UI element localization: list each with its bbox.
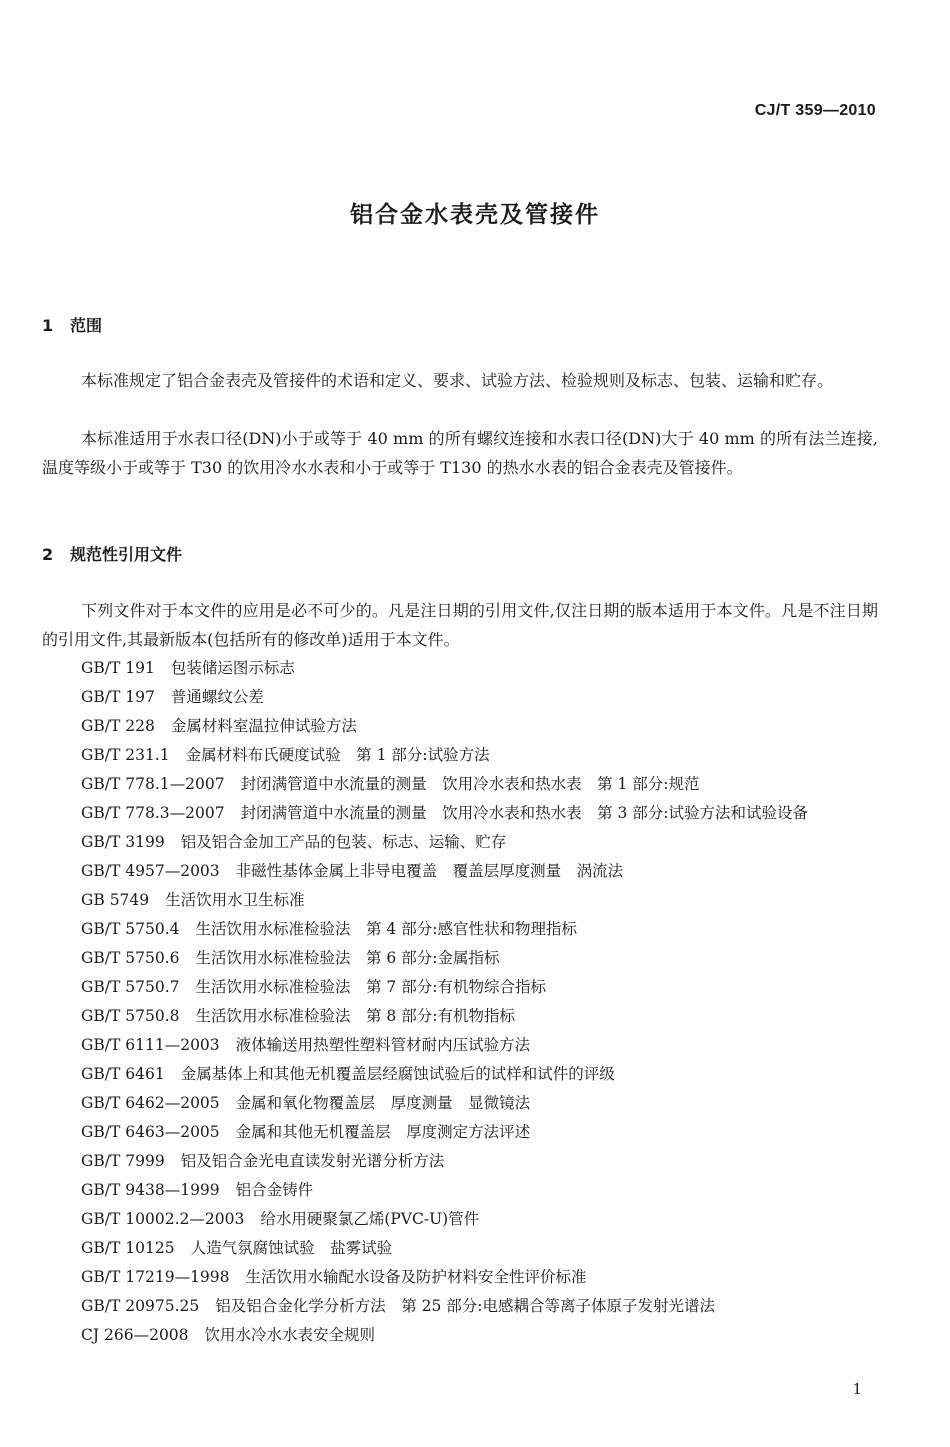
reference-title: 封闭满管道中水流量的测量 饮用冷水表和热水表 第 1 部分:规范 (240, 775, 700, 793)
reference-title: 金属材料室温拉伸试验方法 (170, 717, 357, 735)
reference-code: GB/T 17219—1998 (81, 1268, 230, 1286)
reference-title: 铝及铝合金化学分析方法 第 25 部分:电感耦合等离子体原子发射光谱法 (215, 1297, 716, 1315)
reference-code: GB/T 5750.4 (81, 920, 180, 938)
section-title: 范围 (70, 316, 103, 335)
reference-title: 非磁性基体金属上非导电覆盖 覆盖层厚度测量 涡流法 (235, 862, 624, 880)
reference-title: 饮用水冷水水表安全规则 (204, 1326, 376, 1344)
reference-title: 铝及铝合金加工产品的包装、标志、运输、贮存 (180, 833, 507, 851)
reference-title: 金属和氧化物覆盖层 厚度测量 显微镜法 (235, 1094, 531, 1112)
standard-code: CJ/T 359—2010 (754, 102, 876, 119)
references-intro-paragraph: 下列文件对于本文件的应用是必不可少的。凡是注日期的引用文件,仅注日期的版本适用于本文件。凡是不注日期的引用文件,其最新版本(包括所有的修改单)适用于本文件。 (42, 601, 878, 649)
reference-code: GB/T 228 (81, 717, 155, 735)
reference-title: 生活饮用水标准检验法 第 7 部分:有机物综合指标 (195, 978, 546, 996)
reference-item (42, 1321, 882, 1350)
page-number: 1 (852, 1380, 862, 1398)
reference-code: GB/T 6461 (81, 1065, 165, 1083)
reference-title: 金属材料布氏硬度试验 第 1 部分:试验方法 (185, 746, 490, 764)
reference-item (42, 683, 882, 712)
reference-code: GB/T 5750.8 (81, 1007, 180, 1025)
reference-title: 人造气氛腐蚀试验 盐雾试验 (190, 1239, 393, 1257)
reference-title: 生活饮用水标准检验法 第 6 部分:金属指标 (195, 949, 500, 967)
reference-item (42, 1060, 882, 1089)
section-title: 规范性引用文件 (70, 545, 183, 564)
reference-code: GB/T 3199 (81, 833, 165, 851)
reference-code: GB/T 6111—2003 (81, 1036, 220, 1054)
section-2-heading (42, 542, 182, 565)
scope-paragraph-2: 本标准适用于水表口径(DN)小于或等于 40 mm 的所有螺纹连接和水表口径(DN)大于 40 mm 的所有法兰连接,温度等级小于或等于 T30 的饮用冷水水表和小于或等于 T130 的热水水表的铝合金表壳及管接件。 (42, 429, 878, 477)
reference-code: GB/T 4957—2003 (81, 862, 220, 880)
reference-code: GB 5749 (81, 891, 150, 909)
reference-item (42, 1118, 882, 1147)
reference-item (42, 944, 882, 973)
reference-item (42, 770, 882, 799)
reference-list (42, 654, 882, 1350)
reference-item (42, 1147, 882, 1176)
reference-item (42, 915, 882, 944)
reference-code: GB/T 5750.7 (81, 978, 180, 996)
reference-item (42, 1292, 882, 1321)
reference-item (42, 1234, 882, 1263)
reference-code: GB/T 778.3—2007 (81, 804, 225, 822)
reference-item (42, 799, 882, 828)
reference-title: 生活饮用水输配水设备及防护材料安全性评价标准 (245, 1268, 587, 1286)
reference-item (42, 1031, 882, 1060)
reference-item (42, 857, 882, 886)
section-1-heading (42, 313, 102, 336)
reference-code: GB/T 5750.6 (81, 949, 180, 967)
reference-item (42, 973, 882, 1002)
reference-code: GB/T 778.1—2007 (81, 775, 225, 793)
reference-code: GB/T 10002.2—2003 (81, 1210, 245, 1228)
reference-code: GB/T 7999 (81, 1152, 165, 1170)
reference-item (42, 1263, 882, 1292)
reference-title: 普通螺纹公差 (170, 688, 264, 706)
reference-code: GB/T 20975.25 (81, 1297, 200, 1315)
reference-code: GB/T 191 (81, 659, 155, 677)
reference-code: GB/T 6463—2005 (81, 1123, 220, 1141)
reference-code: GB/T 231.1 (81, 746, 170, 764)
reference-item (42, 886, 882, 915)
reference-item (42, 1002, 882, 1031)
reference-title: 液体输送用热塑性塑料管材耐内压试验方法 (235, 1036, 531, 1054)
reference-title: 金属基体上和其他无机覆盖层经腐蚀试验后的试样和试件的评级 (180, 1065, 615, 1083)
reference-title: 包装储运图示标志 (170, 659, 295, 677)
reference-item (42, 1205, 882, 1234)
reference-title: 给水用硬聚氯乙烯(PVC-U)管件 (260, 1210, 480, 1228)
scope-paragraph-1: 本标准规定了铝合金表壳及管接件的术语和定义、要求、试验方法、检验规则及标志、包装、运输和贮存。 (81, 371, 834, 390)
reference-code: CJ 266—2008 (81, 1326, 189, 1344)
reference-code: GB/T 6462—2005 (81, 1094, 220, 1112)
reference-title: 铝及铝合金光电直读发射光谱分析方法 (180, 1152, 445, 1170)
reference-item (42, 654, 882, 683)
document-title: 铝合金水表壳及管接件 (350, 202, 600, 228)
reference-code: GB/T 10125 (81, 1239, 175, 1257)
reference-item (42, 1089, 882, 1118)
reference-code: GB/T 9438—1999 (81, 1181, 220, 1199)
reference-item (42, 712, 882, 741)
reference-item (42, 828, 882, 857)
section-number: 1 (42, 316, 54, 335)
reference-title: 生活饮用水标准检验法 第 4 部分:感官性状和物理指标 (195, 920, 577, 938)
reference-code: GB/T 197 (81, 688, 155, 706)
reference-title: 生活饮用水卫生标准 (165, 891, 305, 909)
reference-title: 生活饮用水标准检验法 第 8 部分:有机物指标 (195, 1007, 515, 1025)
reference-item (42, 741, 882, 770)
reference-title: 铝合金铸件 (235, 1181, 314, 1199)
section-number: 2 (42, 545, 54, 564)
reference-title: 封闭满管道中水流量的测量 饮用冷水表和热水表 第 3 部分:试验方法和试验设备 (240, 804, 809, 822)
reference-title: 金属和其他无机覆盖层 厚度测定方法评述 (235, 1123, 531, 1141)
reference-item (42, 1176, 882, 1205)
